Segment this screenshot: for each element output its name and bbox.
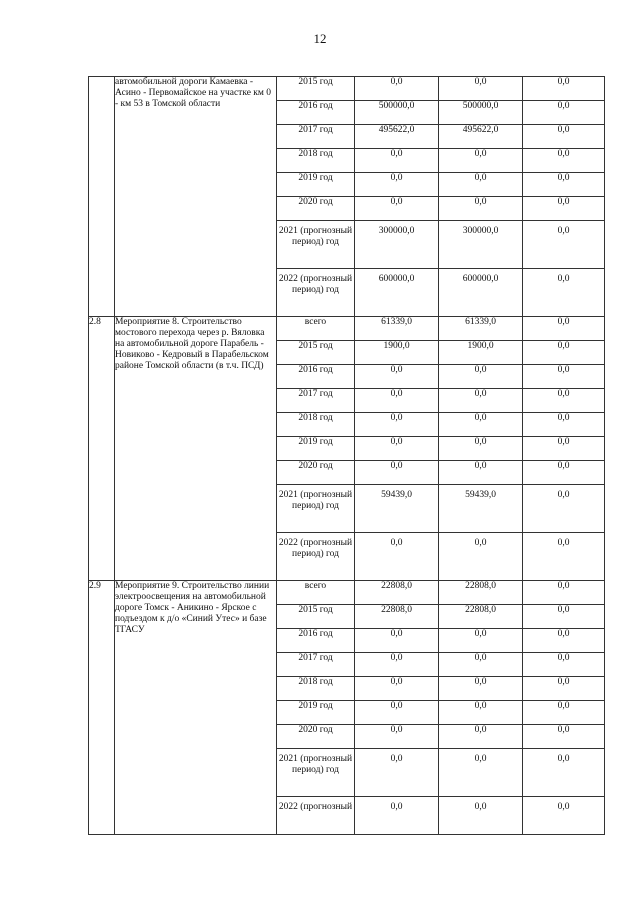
value-cell-3: 0,0 — [523, 701, 605, 725]
item-number: 2.8 — [89, 317, 115, 581]
value-cell-1: 500000,0 — [355, 101, 439, 125]
value-cell-3: 0,0 — [523, 677, 605, 701]
period-cell: 2022 (прогнозный период) год — [277, 269, 355, 317]
value-cell-3: 0,0 — [523, 149, 605, 173]
value-cell-2: 500000,0 — [439, 101, 523, 125]
value-cell-2: 0,0 — [439, 677, 523, 701]
page-number: 12 — [313, 31, 327, 46]
period-cell: 2021 (прогнозный период) год — [277, 221, 355, 269]
value-cell-2: 0,0 — [439, 437, 523, 461]
period-cell: 2015 год — [277, 341, 355, 365]
value-cell-2: 0,0 — [439, 701, 523, 725]
value-cell-1: 0,0 — [355, 173, 439, 197]
value-cell-3: 0,0 — [523, 437, 605, 461]
value-cell-3: 0,0 — [523, 125, 605, 149]
value-cell-1: 0,0 — [355, 365, 439, 389]
value-cell-1: 0,0 — [355, 725, 439, 749]
period-cell: 2020 год — [277, 725, 355, 749]
value-cell-2: 1900,0 — [439, 341, 523, 365]
table-row — [89, 317, 605, 341]
value-cell-3: 0,0 — [523, 173, 605, 197]
value-cell-2: 0,0 — [439, 797, 523, 835]
period-cell: 2022 (прогнозный период) год — [277, 533, 355, 581]
value-cell-2: 22808,0 — [439, 605, 523, 629]
value-cell-1: 61339,0 — [355, 317, 439, 341]
value-cell-2: 0,0 — [439, 389, 523, 413]
item-description: Мероприятие 8. Строительство мостового перехода через р. Вяловка на автомобильной дороге Парабель - Новиково - Кедровый в Парабельском районе Томской области (в т.ч. ПСД) — [115, 317, 277, 581]
value-cell-1: 600000,0 — [355, 269, 439, 317]
value-cell-3: 0,0 — [523, 389, 605, 413]
value-cell-1: 0,0 — [355, 149, 439, 173]
period-cell: 2018 год — [277, 149, 355, 173]
value-cell-2: 59439,0 — [439, 485, 523, 533]
value-cell-1: 0,0 — [355, 389, 439, 413]
value-cell-2: 0,0 — [439, 173, 523, 197]
value-cell-1: 0,0 — [355, 461, 439, 485]
value-cell-2: 0,0 — [439, 629, 523, 653]
period-cell: 2020 год — [277, 461, 355, 485]
value-cell-2: 61339,0 — [439, 317, 523, 341]
period-cell: 2020 год — [277, 197, 355, 221]
period-cell: 2019 год — [277, 701, 355, 725]
value-cell-1: 0,0 — [355, 77, 439, 101]
value-cell-2: 0,0 — [439, 749, 523, 797]
period-cell: 2017 год — [277, 653, 355, 677]
value-cell-1: 22808,0 — [355, 605, 439, 629]
item-description: автомобильной дороги Камаевка - Асино - Первомайское на участке км 0 - км 53 в Томской области — [115, 77, 277, 317]
value-cell-1: 59439,0 — [355, 485, 439, 533]
value-cell-3: 0,0 — [523, 629, 605, 653]
item-number — [89, 77, 115, 317]
value-cell-1: 0,0 — [355, 797, 439, 835]
value-cell-2: 0,0 — [439, 725, 523, 749]
value-cell-2: 0,0 — [439, 365, 523, 389]
value-cell-3: 0,0 — [523, 461, 605, 485]
value-cell-2: 0,0 — [439, 149, 523, 173]
period-cell: 2018 год — [277, 677, 355, 701]
value-cell-3: 0,0 — [523, 197, 605, 221]
table-row — [89, 581, 605, 605]
value-cell-1: 0,0 — [355, 701, 439, 725]
value-cell-1: 0,0 — [355, 653, 439, 677]
period-cell: всего — [277, 581, 355, 605]
item-description: Мероприятие 9. Строительство линии электроосвещения на автомобильной дороге Томск - Аникино - Ярское с подъездом к д/о «Синий Утес» и базе ТГАСУ — [115, 581, 277, 835]
value-cell-2: 0,0 — [439, 197, 523, 221]
value-cell-1: 22808,0 — [355, 581, 439, 605]
value-cell-2: 22808,0 — [439, 581, 523, 605]
period-cell: 2021 (прогнозный период) год — [277, 749, 355, 797]
value-cell-2: 0,0 — [439, 461, 523, 485]
value-cell-3: 0,0 — [523, 317, 605, 341]
value-cell-1: 0,0 — [355, 413, 439, 437]
value-cell-1: 0,0 — [355, 437, 439, 461]
period-cell: 2015 год — [277, 77, 355, 101]
period-cell: 2015 год — [277, 605, 355, 629]
value-cell-3: 0,0 — [523, 725, 605, 749]
value-cell-1: 0,0 — [355, 533, 439, 581]
item-number: 2.9 — [89, 581, 115, 835]
period-cell: 2019 год — [277, 437, 355, 461]
value-cell-3: 0,0 — [523, 749, 605, 797]
period-cell: 2019 год — [277, 173, 355, 197]
value-cell-1: 0,0 — [355, 677, 439, 701]
value-cell-3: 0,0 — [523, 341, 605, 365]
value-cell-3: 0,0 — [523, 605, 605, 629]
period-cell: 2017 год — [277, 389, 355, 413]
period-cell: 2016 год — [277, 101, 355, 125]
value-cell-3: 0,0 — [523, 101, 605, 125]
value-cell-3: 0,0 — [523, 77, 605, 101]
table-row — [89, 77, 605, 101]
value-cell-2: 495622,0 — [439, 125, 523, 149]
value-cell-3: 0,0 — [523, 797, 605, 835]
value-cell-2: 0,0 — [439, 653, 523, 677]
value-cell-3: 0,0 — [523, 413, 605, 437]
value-cell-3: 0,0 — [523, 581, 605, 605]
period-cell: 2017 год — [277, 125, 355, 149]
value-cell-1: 0,0 — [355, 629, 439, 653]
period-cell: 2016 год — [277, 365, 355, 389]
value-cell-1: 0,0 — [355, 197, 439, 221]
funding-table — [88, 76, 605, 835]
value-cell-3: 0,0 — [523, 269, 605, 317]
value-cell-3: 0,0 — [523, 653, 605, 677]
value-cell-2: 600000,0 — [439, 269, 523, 317]
value-cell-1: 0,0 — [355, 749, 439, 797]
period-cell: всего — [277, 317, 355, 341]
value-cell-2: 0,0 — [439, 413, 523, 437]
value-cell-1: 1900,0 — [355, 341, 439, 365]
value-cell-2: 300000,0 — [439, 221, 523, 269]
value-cell-3: 0,0 — [523, 221, 605, 269]
value-cell-2: 0,0 — [439, 77, 523, 101]
period-cell: 2021 (прогнозный период) год — [277, 485, 355, 533]
value-cell-1: 300000,0 — [355, 221, 439, 269]
value-cell-3: 0,0 — [523, 533, 605, 581]
period-cell: 2018 год — [277, 413, 355, 437]
value-cell-1: 495622,0 — [355, 125, 439, 149]
value-cell-2: 0,0 — [439, 533, 523, 581]
value-cell-3: 0,0 — [523, 485, 605, 533]
period-cell: 2016 год — [277, 629, 355, 653]
period-cell: 2022 (прогнозный — [277, 797, 355, 835]
value-cell-3: 0,0 — [523, 365, 605, 389]
